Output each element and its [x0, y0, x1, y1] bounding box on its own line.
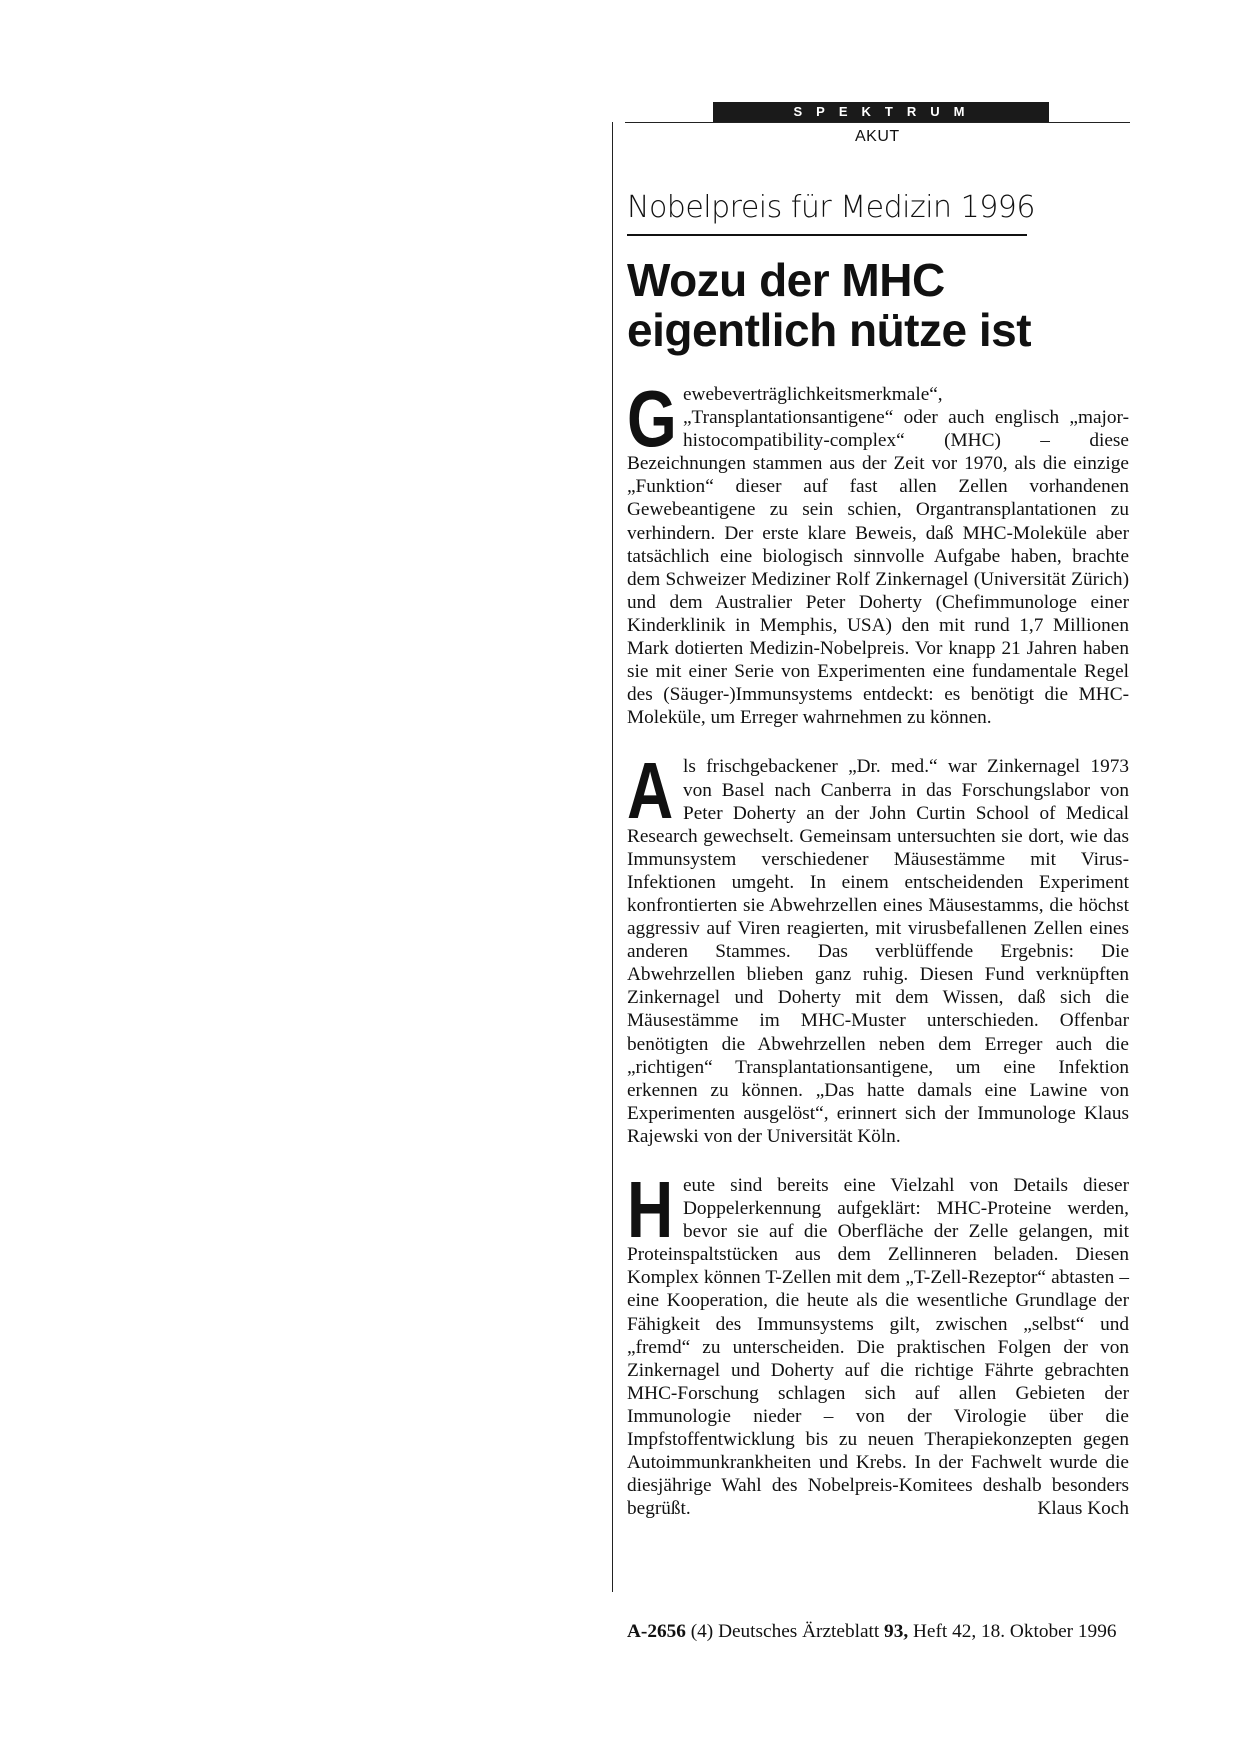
article-body — [627, 374, 1129, 1546]
page-number: (4) — [690, 1621, 714, 1642]
issue-date: Heft 42, 18. Oktober 1996 — [912, 1621, 1117, 1642]
journal-name: Deutsches Ärzteblatt — [718, 1621, 880, 1642]
dropcap: H — [627, 1165, 674, 1254]
author-signature: Klaus Koch — [1037, 1498, 1129, 1520]
paragraph-1 — [627, 374, 1129, 729]
header-rule — [625, 122, 1130, 123]
dropcap: A — [627, 746, 674, 836]
page-footer — [627, 1621, 1116, 1643]
paragraph-2 — [627, 746, 1129, 1148]
paragraph-text: ewebeverträglichkeitsmerkmale“, „Transplantationsantigene“ oder auch englisch „major-histocompatibility-complex“ (MHC) – diese Bezeichnungen stammen aus der Zeit vor 1970, als die einzige „Funktion“ dieser auf fast allen Zellen vorhandenen Gewebeantigene zu sein schien, Organtransplantationen zu verhindern. Der erste klare Beweis, daß MHC-Moleküle aber tatsächlich eine biologisch sinnvolle Aufgabe haben, brachte dem Schweizer Mediziner Rolf Zinkernagel (Universität Zürich) und dem Australier Peter Doherty (Chefimmunologe einer Kinderklinik in Memphis, USA) den mit rund 1,7 Millionen Mark dotierten Medizin-Nobelpreis. Vor knapp 21 Jahren haben sie mit einer Serie von Experimenten eine fundamentale Regel des (Säuger-)Immunsystems entdeckt: es benötigt die MHC-Moleküle, um Erreger wahrnehmen zu können. — [627, 384, 1129, 729]
dropcap: G — [627, 374, 677, 463]
section-label: SPEKTRUM — [713, 102, 1049, 122]
article-headline: Wozu der MHC eigentlich nütze ist — [627, 254, 1032, 356]
kicker-underline — [627, 234, 1027, 236]
article-kicker: Nobelpreis für Medizin 1996 — [627, 190, 1035, 225]
column-rule — [612, 122, 613, 1592]
paragraph-3 — [627, 1165, 1129, 1520]
subsection-label: AKUT — [855, 128, 900, 145]
paragraph-text: eute sind bereits eine Vielzahl von Details dieser Doppelerkennung aufgeklärt: MHC-Proteine werden, bevor sie auf die Oberfläche der Zelle gelangen, mit Proteinspaltstücken aus dem Zellinneren beladen. Diesen Komplex können T-Zellen mit dem „T-Zell-Rezeptor“ abtasten – eine Kooperation, die heute als die wesentliche Grundlage der Fähigkeit des Immunsystems gilt, zwischen „selbst“ und „fremd“ zu unterscheiden. Die praktischen Folgen der von Zinkernagel und Doherty auf die richtige Fährte gebrachten MHC-Forschung schlagen sich auf allen Gebieten der Immunologie nieder – von der Virologie über die Impfstoffentwicklung bis zu neuen Therapiekonzepten gegen Autoimmunkrankheiten und Krebs. In der Fachwelt wurde die diesjährige Wahl des Nobelpreis-Komitees deshalb besonders begrüßt. — [627, 1175, 1129, 1520]
page-code: A-2656 — [627, 1621, 686, 1642]
volume: 93, — [884, 1621, 909, 1642]
paragraph-text: ls frischgebackener „Dr. med.“ war Zinkernagel 1973 von Basel nach Canberra in das Forschungslabor von Peter Doherty an der John Curtin School of Medical Research gewechselt. Gemeinsam untersuchten sie dort, wie das Immunsystem verschiedener Mäusestämme mit Virus-Infektionen umgeht. In einem entscheidenden Experiment konfrontierten sie Abwehrzellen eines Mäusestamms, die höchst aggressiv auf Viren reagierten, mit virusbefallenen Zellen eines anderen Stammes. Das verblüffende Ergebnis: Die Abwehrzellen blieben ganz ruhig. Diesen Fund verknüpften Zinkernagel und Doherty mit dem Wissen, daß sich die Mäusestämme im MHC-Muster unterschieden. Offenbar benötigten die Abwehrzellen neben dem Erreger auch die „richtigen“ Transplantationsantigene, um eine Infektion erkennen zu können. „Das hatte damals eine Lawine von Experimenten ausgelöst“, erinnert sich der Immunologe Klaus Rajewski von der Universität Köln. — [627, 756, 1129, 1147]
